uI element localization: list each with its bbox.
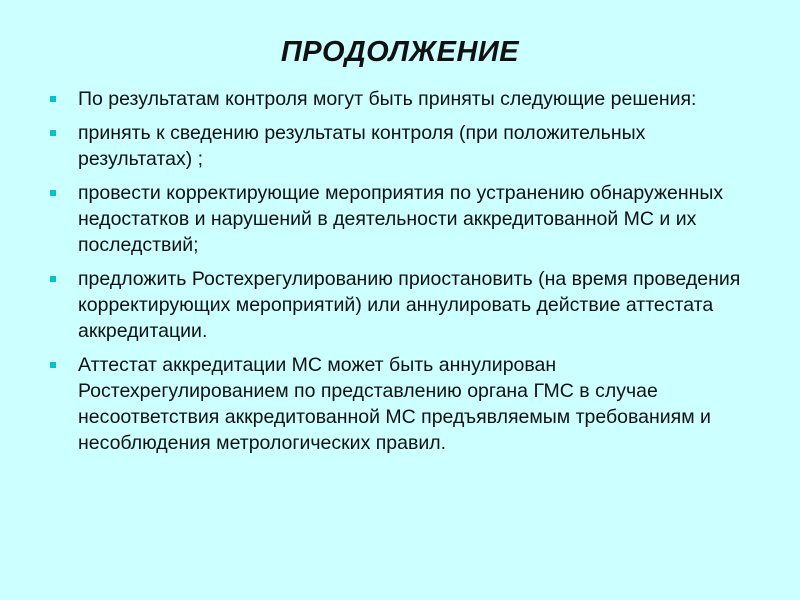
square-bullet-icon	[50, 190, 56, 196]
bullet-item	[50, 180, 750, 258]
bullet-text: провести корректирующие мероприятия по устранению обнаруженных недостатков и нарушений в деятельности аккредитованной МС и их последствий;	[78, 182, 724, 256]
bullet-text: принять к сведению результаты контроля (при положительных результатах) ;	[78, 122, 646, 170]
bullet-text: Аттестат аккредитации МС может быть аннулирован Ростехрегулированием по представлению органа ГМС в случае несоответствия аккредитованной МС предъявляемым требованиям и несоблюдения метрологических правил.	[78, 354, 711, 454]
bullet-item	[50, 86, 750, 112]
slide-title: ПРОДОЛЖЕНИЕ	[280, 36, 520, 68]
bullet-item	[50, 266, 750, 344]
bullet-text: предложить Ростехрегулированию приостановить (на время проведения корректирующих мероприятий) или аннулировать действие аттестата аккредитации.	[78, 268, 741, 342]
square-bullet-icon	[50, 362, 56, 368]
square-bullet-icon	[50, 130, 56, 136]
bullet-list	[50, 86, 750, 464]
bullet-item	[50, 120, 750, 172]
bullet-item	[50, 352, 750, 456]
bullet-text: По результатам контроля могут быть приняты следующие решения:	[78, 88, 697, 110]
square-bullet-icon	[50, 276, 56, 282]
square-bullet-icon	[50, 96, 56, 102]
